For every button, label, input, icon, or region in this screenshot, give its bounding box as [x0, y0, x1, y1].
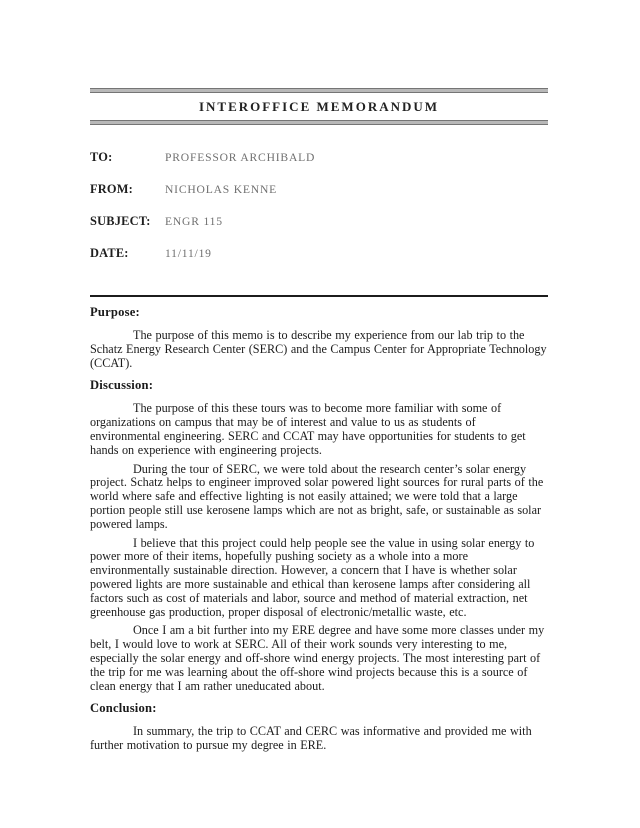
- field-label-date: DATE:: [90, 246, 129, 260]
- header-rule-bottom: [90, 120, 548, 125]
- memo-paragraph: The purpose of this memo is to describe my experience from our lab trip to the Schatz Energy Research Center (SERC) and the Campus Center for Appropriate Technology (CCAT).: [90, 328, 547, 370]
- section-heading-purpose: Purpose:: [90, 305, 140, 319]
- memo-paragraph: Once I am a bit further into my ERE degree and have some more classes under my belt, I would love to work at SERC. All of their work sounds very interesting to me, especially the solar energy and off-shore wind energy projects. The most interesting part of the trip for me was learning about the off-shore wind projects because this is a source of clean energy that I am rather uneducated about.: [90, 623, 545, 693]
- field-label-from: FROM:: [90, 182, 133, 196]
- body-separator-rule: [90, 295, 548, 297]
- field-value-subject: ENGR 115: [165, 215, 223, 228]
- field-value-from: NICHOLAS KENNE: [165, 183, 277, 196]
- memo-paragraph: In summary, the trip to CCAT and CERC was informative and provided me with further motivation to pursue my degree in ERE.: [90, 724, 532, 753]
- section-heading-conclusion: Conclusion:: [90, 701, 157, 716]
- memo-paragraph: The purpose of this these tours was to become more familiar with some of organizations on campus that may be of interest and value to us as students of environmental engineering. SERC and CCAT may have opportunities for students to get hands on experience with engineering projects.: [90, 401, 526, 457]
- section-discussion: [90, 378, 548, 693]
- memo-paragraph: I believe that this project could help people see the value in using solar energy to power more of their items, hopefully pushing society as a whole into a more environmentally sustainable direction. However, a concern that I have is whether solar powered lights are more sustainable and ethical than kerosene lamps after considering all factors such as cost of materials and labor, source and method of material extraction, net greenhouse gas production, proper disposal of electronic/metallic waste, etc.: [90, 535, 535, 619]
- field-row-from: [90, 182, 548, 197]
- memo-paragraph: During the tour of SERC, we were told about the research center’s solar energy project. Schatz helps to engineer improved solar powered light sources for rural parts of the world where safe and effective lighting is not easily attained; we were told that a large portion people still use kerosene lamps which are not as bright, safe, or sustainable as solar powered lamps.: [90, 461, 544, 531]
- section-conclusion: [90, 701, 548, 753]
- field-label-to: TO:: [90, 150, 113, 164]
- header-rule-top: [90, 88, 548, 93]
- field-row-date: [90, 246, 548, 261]
- section-purpose: [90, 305, 548, 370]
- field-row-to: [90, 150, 548, 165]
- memo-content: [90, 88, 548, 753]
- field-label-subject: SUBJECT:: [90, 214, 151, 228]
- field-value-to: PROFESSOR ARCHIBALD: [165, 151, 316, 164]
- memo-title: INTEROFFICE MEMORANDUM: [198, 99, 440, 114]
- field-value-date: 11/11/19: [165, 247, 212, 260]
- memo-fields: [90, 150, 548, 261]
- section-heading-discussion: Discussion:: [90, 378, 154, 393]
- field-row-subject: [90, 214, 548, 229]
